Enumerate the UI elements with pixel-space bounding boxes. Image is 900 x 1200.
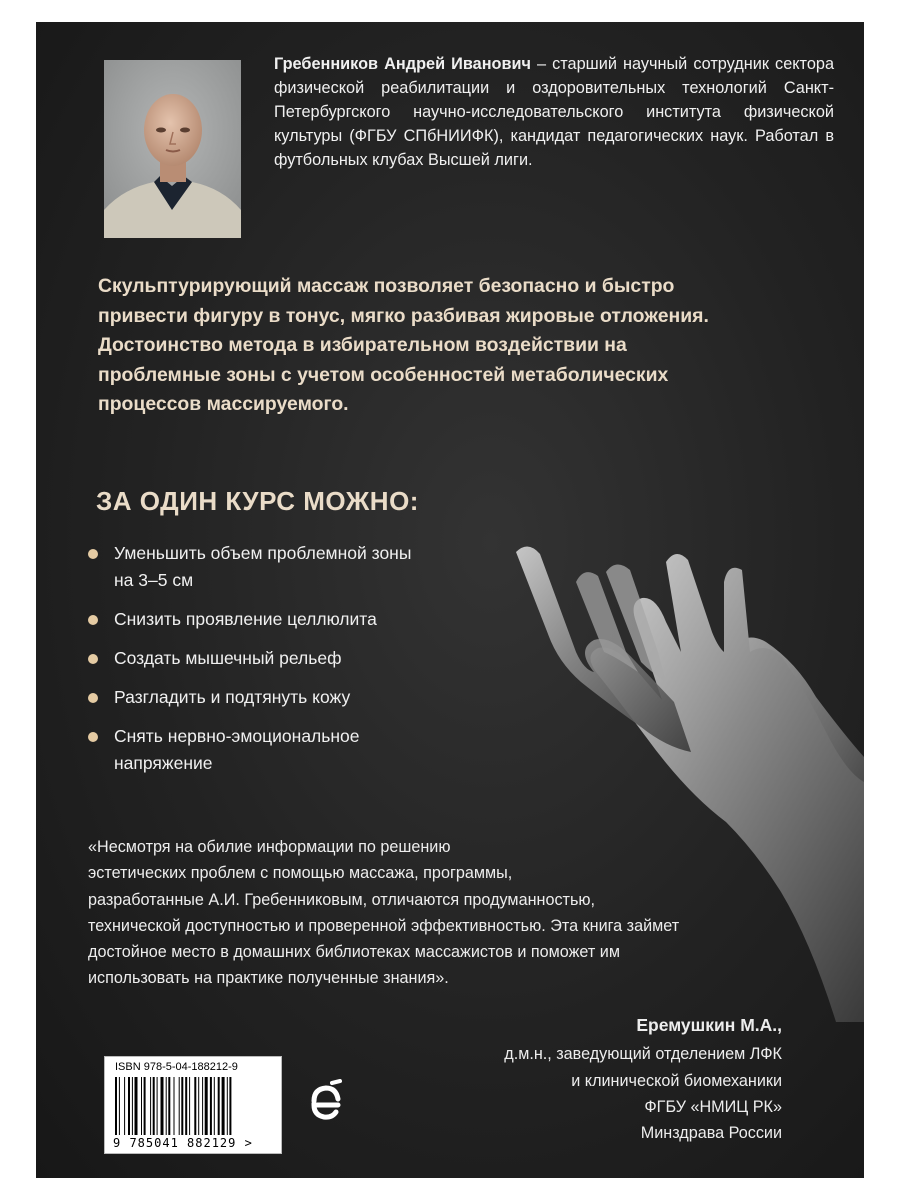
quote-line: «Несмотря на обилие информации по решению [88,838,451,856]
back-cover [36,22,864,1178]
barcode-bar [150,1077,151,1135]
quote-line: использовать на практике полученные знания». [88,969,449,988]
barcode-bar [153,1077,155,1135]
barcode-bar [185,1077,187,1135]
barcode-bar [227,1077,228,1135]
barcode-bar [229,1077,231,1135]
barcode-bar [210,1077,212,1135]
list-item-text: Снять нервно-эмоциональное напряжение [114,726,360,773]
barcode-bar [157,1077,158,1135]
author-photo [104,60,241,238]
isbn-number: ISBN 978-5-04-188212-9 [115,1061,238,1073]
author-name: Гребенников Андрей Иванович [274,55,531,73]
barcode-digits: 9 785041 882129 > [113,1136,253,1150]
list-item [88,540,418,594]
author-portrait-image [104,60,241,238]
barcode-bar [214,1077,215,1135]
bullet-icon [88,693,98,703]
course-benefits-list [88,540,418,789]
bullet-icon [88,654,98,664]
reviewer-title-line: ФГБУ «НМИЦ РК» [644,1097,782,1116]
barcode-bar [135,1077,138,1135]
bullet-icon [88,732,98,742]
list-item [88,723,418,777]
barcode-bar [115,1077,117,1135]
barcode-bar [119,1077,120,1135]
reviewer-title-line: и клинической биомеханики [571,1071,782,1090]
author-bio [274,52,834,172]
barcode-bar [198,1077,199,1135]
barcode-bar [124,1077,125,1135]
reviewer-title-line: д.м.н., заведующий отделением ЛФК [504,1045,782,1064]
intro-line: процессов массируемого. [98,393,349,416]
barcode-bar [166,1077,167,1135]
list-item-text: Уменьшить объем проблемной зоны на 3–5 см [114,543,412,590]
barcode-bar [181,1077,183,1135]
quote-line: эстетических проблем с помощью массажа, программы, [88,864,513,883]
reviewer-signature [504,1012,782,1146]
bullet-icon [88,615,98,625]
intro-paragraph [98,272,828,420]
quote-line: достойное место в домашних библиотеках массажистов и поможет им [88,943,620,962]
barcode-bars [115,1077,273,1135]
intro-line: Достоинство метода в избирательном воздействии на [98,334,627,357]
course-heading: ЗА ОДИН КУРС МОЖНО: [96,486,419,516]
list-item [88,606,418,633]
barcode-bar [218,1077,220,1135]
barcode-bar [144,1077,146,1135]
barcode-bar [179,1077,180,1135]
barcode-bar [194,1077,196,1135]
barcode-bar [174,1077,175,1135]
author-bio-text: – старший научный сотрудник сектора физической реабилитации и оздоровительных технологий Санкт-Петербургского научно-исследовательского института физической культуры (ФГБУ СПбНИИФК), кандидат педагогических наук. Работал в футбольных клубах Высшей лиги. [274,55,834,169]
review-quote [88,834,788,992]
barcode-bar [168,1077,170,1135]
reviewer-title-line: Минздрава России [640,1124,782,1143]
bullet-icon [88,549,98,559]
barcode-bar [202,1077,203,1135]
quote-line: разработанные А.И. Гребенниковым, отличаются продуманностью, [88,890,596,909]
barcode-bar [205,1077,208,1135]
list-item-text: Создать мышечный рельеф [114,648,342,668]
list-item-text: Снизить проявление целлюлита [114,609,377,629]
barcode-bar [222,1077,225,1135]
barcode-bar [141,1077,142,1135]
list-item-text: Разгладить и подтянуть кожу [114,687,351,707]
list-item [88,684,418,711]
intro-line: Скульптурирующий массаж позволяет безопасно и быстро [98,275,675,297]
intro-line: проблемные зоны с учетом особенностей метаболических [98,363,669,386]
intro-line: привести фигуру в тонус, мягко разбивая жировые отложения. [98,304,709,327]
isbn-barcode [104,1056,282,1154]
barcode-bar [161,1077,164,1135]
barcode-bar [132,1077,133,1135]
reviewer-name: Еремушкин М.А., [636,1015,782,1035]
eksmo-logo-icon [304,1079,344,1125]
list-item [88,645,418,672]
quote-line: технической доступностью и проверенной эффективностью. Эта книга займет [88,916,680,935]
barcode-bar [189,1077,190,1135]
barcode-bar [128,1077,130,1135]
